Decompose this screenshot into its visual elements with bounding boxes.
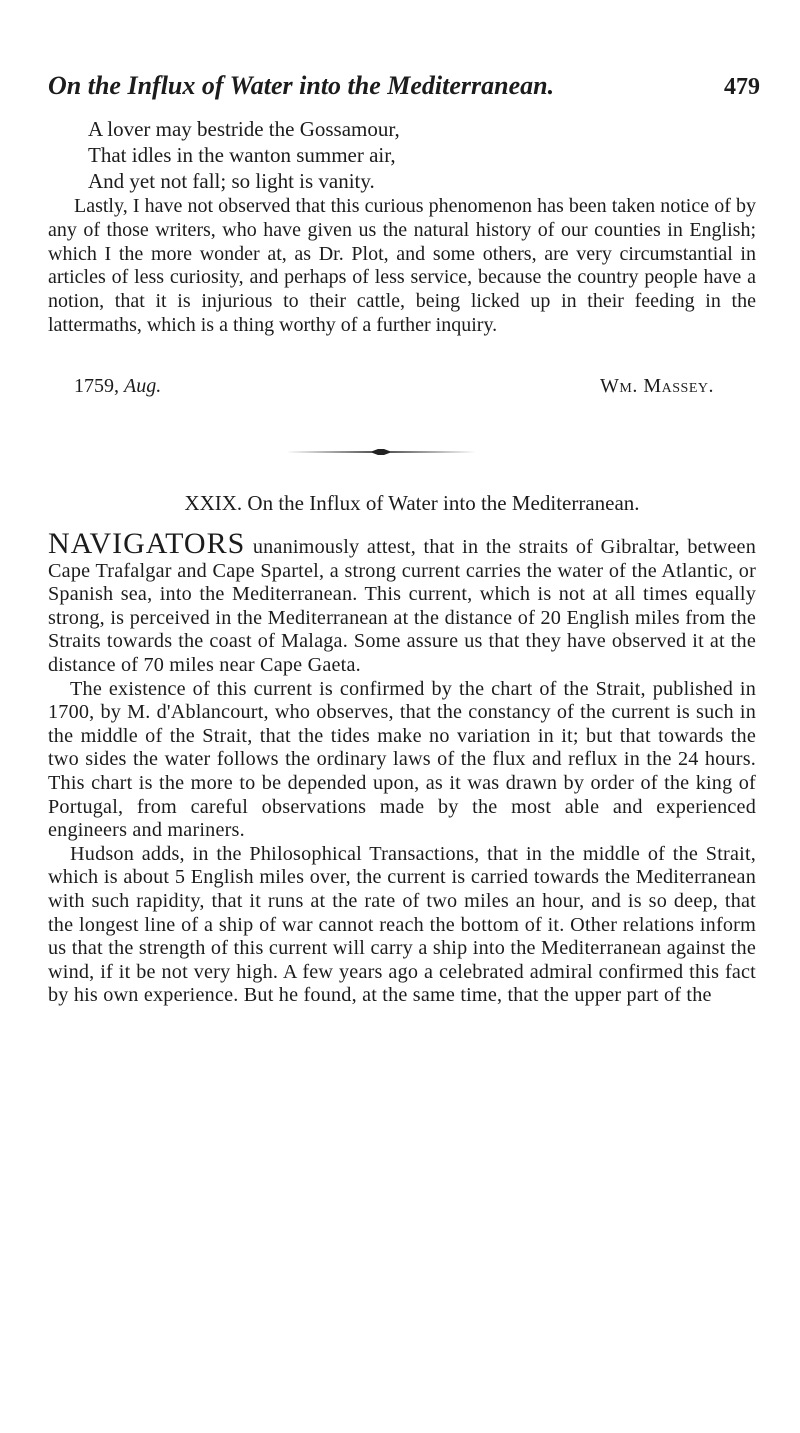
running-title: On the Influx of Water into the Mediterranean. [48,71,555,100]
article-paragraph [48,527,756,678]
verse-quotation [88,116,688,194]
verse-line: That idles in the wanton summer air, [88,143,396,167]
closing-paragraph: Lastly, I have not observed that this curious phenomenon has been taken notice of by any of those writers, who have given us the natural history of our counties in English; which I the more wonder at, as Dr. Plot, and some others, are very circumstantial in articles of less curiosity, and perhaps of less service, because the country people have a notion, that it is injurious to their cattle, being licked up in their feeding in the lattermaths, which is a thing worthy of a further inquiry. [48,195,756,336]
signature-line [48,373,756,399]
opening-word: NAVIGATORS [48,527,246,560]
date-month: Aug. [124,375,162,397]
verse-line: And yet not fall; so light is vanity. [88,169,375,193]
running-head [48,70,760,106]
article-body [48,527,756,1008]
section-heading: XXIX. On the Influx of Water into the Mediterranean. [184,491,640,515]
section-divider [286,448,476,456]
author-signature: Wm. Massey. [600,375,714,397]
article-paragraph: The existence of this current is confirmed by the chart of the Strait, published in 1700, by M. d'Ablancourt, who observes, that the constancy of the current is such in the middle of the Strait, that the tides make no variation in it; but that towards the two sides the water follows the ordinary laws of the flux and reflux in the 24 hours. This chart is the more to be depended upon, as it was drawn by order of the king of Portugal, from careful observations made by the most able and experienced engineers and mariners. [48,677,756,842]
verse-line: A lover may bestride the Gossamour, [88,117,400,141]
article-paragraph: Hudson adds, in the Philosophical Transactions, that in the middle of the Strait, which is about 5 English miles over, the current is carried towards the Mediterranean with such rapidity, that it runs at the rate of two miles an hour, and is so deep, that the longest line of a ship of war cannot reach the bottom of it. Other relations inform us that the strength of this current will carry a ship into the Mediterranean against the wind, if it be not very high. A few years ago a celebrated admiral confirmed this fact by his own experience. But he found, at the same time, that the upper part of the [48,842,756,1007]
letter-date [74,373,161,399]
date-year: 1759, [74,375,119,397]
page-number: 479 [724,74,760,100]
paragraph-text: unanimously attest, that in the straits of Gibraltar, between Cape Trafalgar and Cape Spartel, a strong current carries the water of the Atlantic, or Spanish sea, into the Mediterranean. This current, which is not at all times equally strong, is perceived in the Mediterranean at the distance of 20 English miles from the Straits towards the coast of Malaga. Some assure us that they have observed it at the distance of 70 miles near Cape Gaeta. [48,536,756,676]
